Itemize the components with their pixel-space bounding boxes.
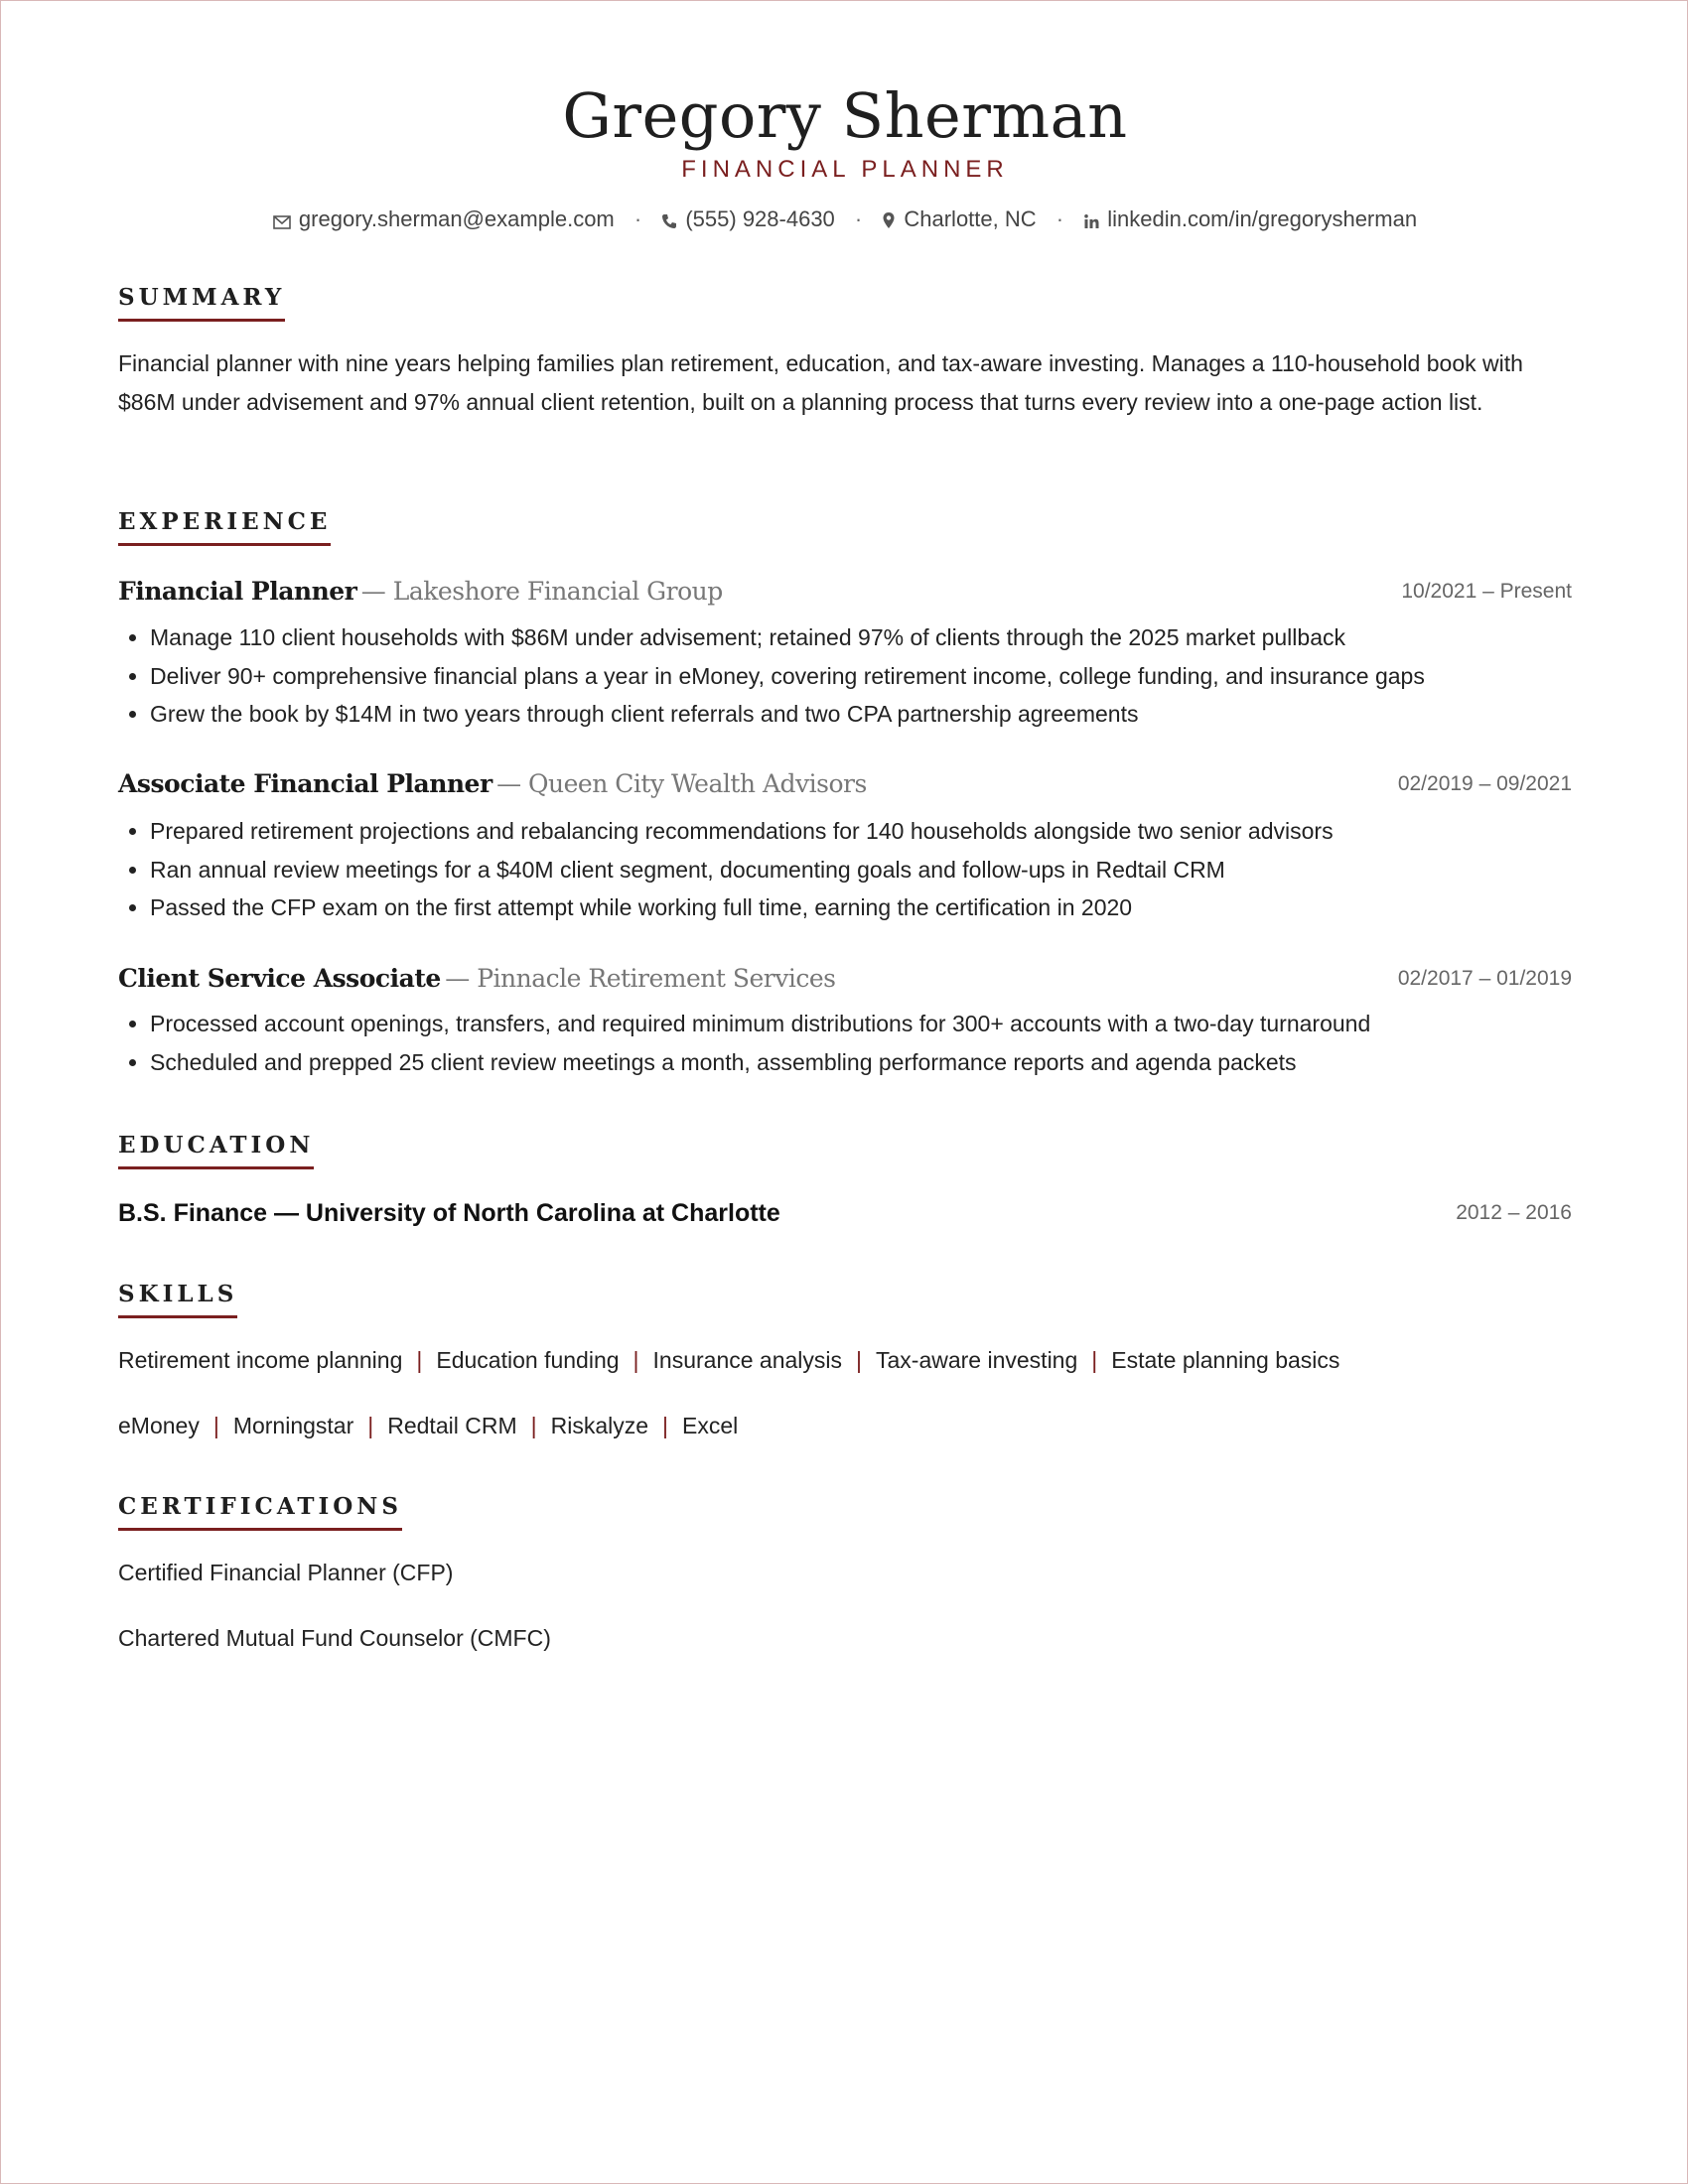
section-title-summary: SUMMARY [118,284,285,322]
contact-email[interactable] [273,206,621,231]
job-title: Client Service Associate [118,964,441,993]
contact-line [118,205,1572,233]
job-dates: 02/2019 – 09/2021 [1397,772,1572,795]
skill-item: Retirement income planning [118,1347,403,1373]
skill-separator: | [530,1413,537,1438]
skill-item: Riskalyze [550,1413,649,1438]
job-header [118,575,1572,609]
skills-line [118,1345,1572,1375]
skills-line [118,1411,1572,1440]
job-bullets [118,618,1572,734]
map-pin-icon [882,211,896,229]
contact-separator: · [854,206,863,231]
candidate-role: FINANCIAL PLANNER [681,156,1009,183]
job-bullets [118,1005,1572,1081]
job-company: — Lakeshore Financial Group [360,577,723,606]
job-dates: 02/2017 – 01/2019 [1397,967,1572,990]
certification-item: Certified Financial Planner (CFP) [118,1560,454,1585]
skill-item: Excel [682,1413,739,1438]
section-title-certifications: CERTIFICATIONS [118,1493,402,1531]
job-title: Financial Planner [118,577,357,606]
linkedin-icon [1083,213,1099,229]
job-header [118,767,1572,801]
education-degree: B.S. Finance — University of North Carolina at Charlotte [118,1199,780,1227]
skill-item: Education funding [436,1347,620,1373]
skill-separator: | [212,1413,219,1438]
section-title-education: EDUCATION [118,1132,314,1169]
skill-separator: | [856,1347,862,1373]
contact-linkedin-text: linkedin.com/in/gregorysherman [1107,206,1418,231]
contact-location [882,206,1042,231]
contact-phone-text: (555) 928-4630 [685,206,835,231]
job-company: — Pinnacle Retirement Services [445,964,836,993]
skill-item: eMoney [118,1413,200,1438]
job-dates: 10/2021 – Present [1401,580,1572,603]
job-bullet: • Deliver 90+ comprehensive financial plans a year in eMoney, covering retirement income, college funding, and insurance gaps [150,657,1572,696]
contact-email-text: gregory.sherman@example.com [298,206,615,231]
skill-separator: | [633,1347,639,1373]
candidate-name: Gregory Sherman [562,79,1128,152]
skill-separator: | [416,1347,423,1373]
section-title-experience: EXPERIENCE [118,508,331,546]
envelope-icon [273,215,291,229]
contact-separator: · [1055,206,1064,231]
job-bullet: • Manage 110 client households with $86M under advisement; retained 97% of clients through the 2025 market pullback [150,618,1572,657]
contact-location-text: Charlotte, NC [904,206,1037,231]
skill-item: Morningstar [232,1413,354,1438]
job-header [118,962,1572,996]
section-title-skills: SKILLS [118,1281,237,1318]
summary-text: Financial planner with nine years helping families plan retirement, education, and tax-aware investing. Manages a 110-household book with $86M under advisement and 97% annual client retention, built on a planning process that turns every review into a one-page action list. [118,350,1523,415]
skill-separator: | [367,1413,374,1438]
skill-separator: | [1091,1347,1098,1373]
education-dates: 2012 – 2016 [1456,1201,1572,1224]
job-company: — Queen City Wealth Advisors [496,769,867,798]
contact-phone[interactable] [661,206,841,231]
education-entry [118,1196,1572,1230]
skill-item: Estate planning basics [1111,1347,1340,1373]
job-bullet: • Processed account openings, transfers, and required minimum distributions for 300+ accounts with a two-day turnaround [150,1005,1572,1043]
job-bullet: • Scheduled and prepped 25 client review meetings a month, assembling performance reports and agenda packets [150,1043,1572,1082]
skill-item: Tax-aware investing [876,1347,1078,1373]
job-bullet: • Passed the CFP exam on the first attempt while working full time, earning the certification in 2020 [150,888,1572,927]
phone-icon [661,213,677,229]
skill-item: Redtail CRM [387,1413,517,1438]
contact-linkedin[interactable] [1083,206,1417,231]
job-bullet: • Ran annual review meetings for a $40M client segment, documenting goals and follow-ups in Redtail CRM [150,851,1572,889]
skill-separator: | [662,1413,668,1438]
skill-item: Insurance analysis [652,1347,843,1373]
job-bullets [118,812,1572,927]
contact-separator: · [633,206,642,231]
job-bullet: • Grew the book by $14M in two years through client referrals and two CPA partnership agreements [150,695,1572,734]
job-title: Associate Financial Planner [118,769,492,798]
certification-item: Chartered Mutual Fund Counselor (CMFC) [118,1625,551,1651]
job-bullet: • Prepared retirement projections and rebalancing recommendations for 140 households alongside two senior advisors [150,812,1572,851]
